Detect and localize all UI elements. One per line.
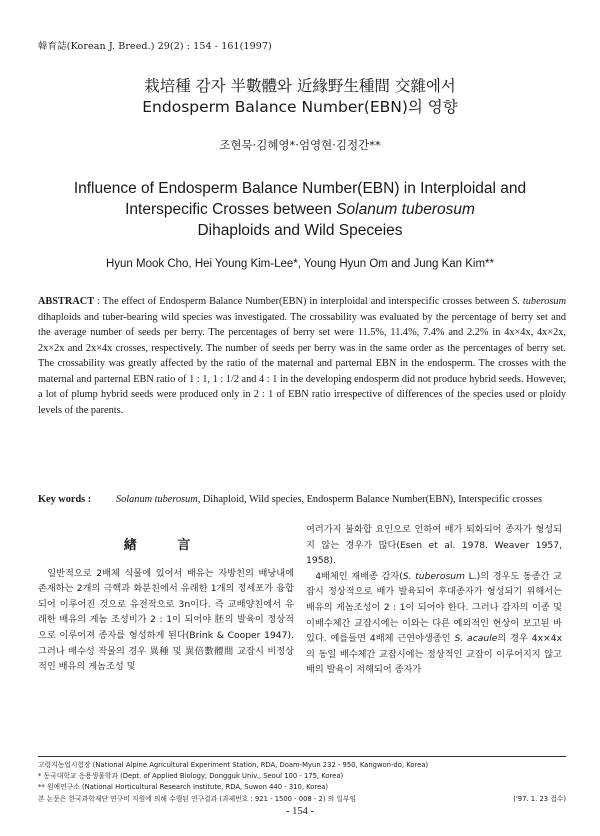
journal-citation: 韓育誌(Korean J. Breed.) 29(2) : 154 - 161(1997) (38, 41, 272, 52)
body-column-right (306, 522, 562, 678)
english-title-species: Solanum tuberosum (336, 201, 475, 218)
intro-paragraph-3-text-2: L.)의 경우도 동종간 교잡시 정상적으로 배가 발육되어 후대종자가 형성되기 위해서는 배유의 게놈조성이 2 : 1이 되어야 한다. 그러나 감자의 이종 및 이배수체간 교잡시에는 이와는 다른 예외적인 현상이 보고된 바 있다. 예를들면 4배체 근연야생종인 (306, 570, 562, 645)
english-title (0, 178, 600, 241)
korean-authors: 조현묵·김혜영*·엄영현·김정간** (219, 138, 381, 152)
received-date: ('97. 1. 23 접수) (513, 794, 566, 803)
footnote-affiliation-1: 고령지농업시험장 (National Alpine Agricultural Experiment Station, RDA, Doam-Myun 232 - 950, Kangwon-do, Korea) (38, 761, 429, 769)
footnote-funding: 본 논문은 한국과학재단 연구비 지원에 의해 수행된 연구결과 (과제번호 : 921 - 1500 - 008 - 2) 의 일부임 (38, 794, 357, 803)
english-authors: Hyun Mook Cho, Hei Young Kim-Lee*, Young Hyun Om and Jung Kan Kim** (105, 258, 495, 270)
english-title-line-1: Influence of Endosperm Balance Number(EBN) in Interploidal and (73, 180, 527, 197)
abstract (38, 294, 566, 418)
korean-title-line-2: Endosperm Balance Number(EBN)의 영향 (142, 98, 458, 116)
keywords-values (116, 492, 566, 508)
english-title-line-2 (0, 199, 600, 220)
footnote-affiliation-2: * 동국대학교 응용생물학과 (Dept. of Applied Biology, Dongguk Univ., Seoul 100 - 175, Korea) (38, 772, 344, 781)
abstract-label: ABSTRACT (38, 296, 95, 307)
abstract-text-1: The effect of Endosperm Balance Number(EBN) in interploidal and interspecific crosses between (102, 296, 513, 307)
footnote-divider (38, 756, 566, 757)
korean-title-line-1: 栽培種 감자 半數體와 近緣野生種間 交雜에서 (144, 77, 456, 95)
abstract-species: S. tuberosum (512, 296, 567, 307)
intro-paragraph-3-text-3: 의 경우 4x×4x의 동일 배수체간 교잡시에는 정상적인 교잡이 이루어지지 않고 배의 발육이 저해되어 종자가 (306, 633, 563, 676)
keywords-rest: , Dihaploid, Wild species, Endosperm Balance Number(EBN), Interspecific crosses (197, 494, 542, 505)
intro-paragraph-1: 일반적으로 2배체 식물에 있어서 배유는 자방친의 배낭내에 존재하는 2개의 극핵과 화분친에서 유래한 1개의 정세포가 융합되어 이루어진 것으로 유전적으로 3n이다. 즉 교배양친에서 유래한 배유의 게놈 조성비가 2 : 1이 되어야 胚의 발육이 정상적으로 이루어져 종자를 형성하게 된다(Brink & Cooper 1947). 그러나 배수성 작물의 경우 異種 및 異倍數體間 교잡시 비정상적인 배유의 게놈조성 및 (38, 567, 294, 673)
korean-title (0, 76, 600, 118)
english-title-line-2-text: Interspecific Crosses between (125, 201, 337, 218)
page-number: - 154 - (286, 806, 314, 817)
abstract-text-2: dihaploids and tuber-bearing wild species was investigated. The crossability was evaluated by the percentage of berry set and the average number of seeds per berry. The percentages of berry set were 11.5%, 11.4%, 7.4% and 2.2% in 4x×4x, 4x×2x, 2x×2x and 2x×4x crosses, respectively. The number of seeds per berry was in the same order as the percentages of berry set. The crossability was greatly affected by the ratio of the maternal and parternal EBN in the endosperm. The crosses with the maternal and parternal EBN ratio of 1 : 1, 1 : 1/2 and 4 : 1 in the developing endosperm did not produce hybrid seeds. However, a lot of plump hybrid seeds were produced only in 2 : 1 of EBN ratio irrespective of differences of the species used or ploidy levels of the parents. (38, 311, 566, 416)
keywords-label: Key words : (38, 494, 92, 505)
keywords-species: Solanum tuberosum (116, 494, 198, 505)
footnote-affiliation-3: ** 원예연구소 (National Horticultural Research Institute, RDA, Suwon 440 - 310, Korea) (38, 783, 329, 792)
intro-paragraph-2: 여러가지 불화합 요인으로 인하여 배가 퇴화되어 종자가 형성되지 않는 경우가 많다(Esen et al. 1978. Weaver 1957, 1958). (306, 524, 562, 567)
intro-paragraph-3 (306, 569, 562, 678)
intro-species-2: S. acaule (454, 633, 498, 645)
keywords (38, 492, 566, 508)
intro-species-1: S. tuberosum (402, 570, 466, 582)
english-title-line-3: Dihaploids and Wild Speceies (197, 222, 403, 239)
body-column-left (38, 522, 294, 675)
footnotes (38, 760, 566, 805)
section-heading-introduction: 緖 言 (123, 538, 209, 553)
intro-paragraph-3-text-1: 4배체인 재배종 감자( (315, 570, 403, 582)
abstract-separator: : (94, 296, 103, 307)
